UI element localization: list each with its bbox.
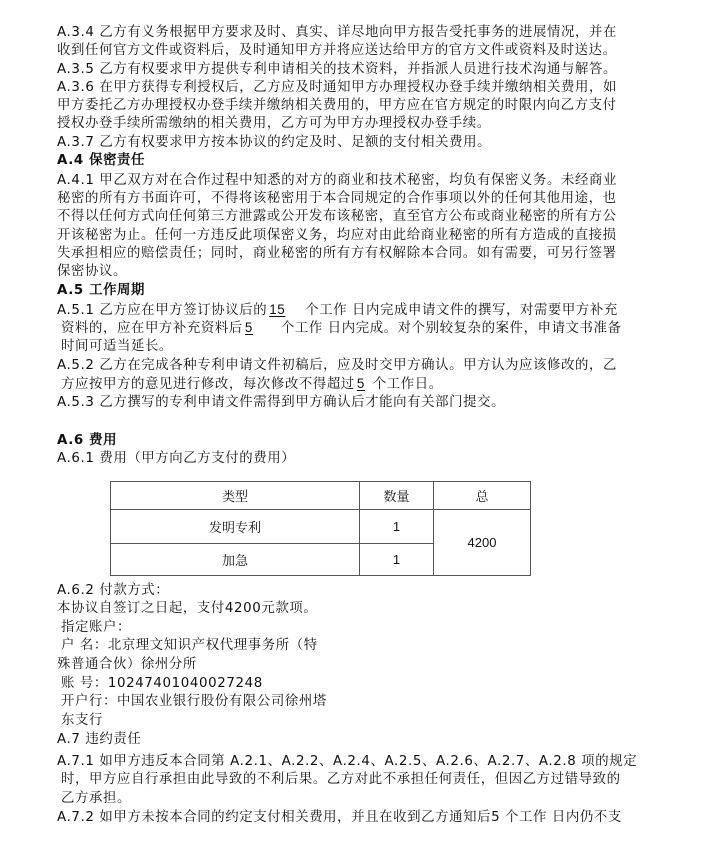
clause-a41-line1: A.4.1 甲乙双方对在合作过程中知悉的对方的商业和技术秘密，均负有保密义务。未经商业: [57, 173, 617, 188]
clause-a51-line3: 时间可适当延长。: [61, 339, 173, 354]
clause-a62-title: A.6.2 付款方式：: [57, 583, 170, 598]
cell-total: 4200: [434, 510, 531, 576]
days-field-15: 15: [269, 302, 286, 317]
clause-a41-line3: 不得以任何方式向任何第三方泄露或公开发布该秘密，直至官方公布或商业秘密的所有方公: [57, 209, 617, 224]
clause-a52-line2: [61, 375, 443, 394]
clause-a51-text: 个工作 日内完成。对个别较复杂的案件，申请文书准备: [280, 321, 622, 336]
header-type: 类型: [111, 482, 360, 510]
account-name-line2: 殊普通合伙）徐州分所: [57, 657, 197, 672]
clause-a53: A.5.3 乙方撰写的专利申请文件需得到甲方确认后才能向有关部门提交。: [57, 395, 506, 410]
account-label: 指定账户：: [61, 620, 131, 635]
clause-a35: A.3.5 乙方有权要求甲方提供专利申请相关的技术资料，并指派人员进行技术沟通与解答。: [57, 62, 617, 77]
clause-a36-line1: A.3.6 在甲方获得专利授权后，乙方应及时通知甲方办理授权办登手续并缴纳相关费用，如: [57, 80, 617, 95]
clause-a41-line4: 开该秘密为止。任何一方违反此项保密义务，均应对由此给商业秘密的所有方造成的直接损: [57, 228, 617, 243]
section-title-a5: A.5 工作周期: [57, 283, 146, 298]
clause-a51-line2: [61, 319, 622, 338]
clause-a71-line3: 乙方承担。: [61, 791, 131, 806]
clause-a62-line1: 本协议自签订之日起，支付4200元款项。: [57, 601, 318, 616]
section-title-a6: A.6 费用: [57, 433, 118, 448]
clause-a41-line6: 保密协议。: [57, 264, 127, 279]
clause-a52-line1: A.5.2 乙方在完成各种专利申请文件初稿后，应及时交甲方确认。甲方认为应该修改的，乙: [57, 358, 617, 373]
section-title-a7: A.7 违约责任: [57, 732, 142, 747]
bank-line2: 东支行: [61, 713, 103, 728]
clause-a51-line1: [57, 301, 618, 320]
cell-quantity: 1: [360, 544, 434, 576]
fee-table: [110, 481, 531, 576]
clause-a51-text: 个工作 日内完成申请文件的撰写，对需要甲方补充: [305, 303, 618, 318]
clause-a34-line2: 收到任何官方文件或资料后，及时通知甲方并将应送达给甲方的官方文件或资料及时送达。: [57, 43, 617, 58]
days-field-5b: 5: [356, 376, 365, 391]
header-quantity: 数量: [360, 482, 434, 510]
clause-a41-line2: 秘密的所有方书面许可，不得将该秘密用于本合同规定的合作事项以外的任何其他用途，也: [57, 191, 617, 206]
bank-line1: 开户行：中国农业银行股份有限公司徐州塔: [61, 694, 327, 709]
cell-type: 加急: [111, 544, 360, 576]
clause-a61: A.6.1 费用（甲方向乙方支付的费用）: [57, 451, 296, 466]
clause-a71-line1: A.7.1 如甲方违反本合同第 A.2.1、A.2.2、A.2.4、A.2.5、A.2.6、A.2.7、A.2.8 项的规定: [57, 754, 638, 769]
account-number: 账 号：10247401040027248: [61, 676, 263, 691]
clause-a36-line3: 授权办登手续所需缴纳的相关费用，乙方可为甲方办理授权办登手续。: [57, 116, 491, 131]
clause-a34-line1: A.3.4 乙方有义务根据甲方要求及时、真实、详尽地向甲方报告受托事务的进展情况，并在: [57, 25, 617, 40]
clause-a52-text: 方应按甲方的意见进行修改，每次修改不得超过: [61, 377, 355, 392]
days-field-5: 5: [244, 320, 253, 335]
clause-a71-line2: 时，甲方应自行承担由此导致的不利后果。乙方对此不承担任何责任，但因乙方过错导致的: [61, 772, 621, 787]
cell-type: 发明专利: [111, 510, 360, 544]
clause-a52-text: 个工作日。: [372, 377, 443, 392]
header-total: 总: [434, 482, 531, 510]
clause-a51-text: A.5.1 乙方应在甲方签订协议后的: [57, 303, 268, 318]
clause-a41-line5: 失承担相应的赔偿责任；同时，商业秘密的所有方有权解除本合同。如有需要，可另行签署: [57, 246, 617, 261]
table-row: [111, 510, 531, 544]
cell-quantity: 1: [360, 510, 434, 544]
account-name-line1: 户 名：北京理文知识产权代理事务所（特: [61, 638, 318, 653]
clause-a72-line1: A.7.2 如甲方未按本合同的约定支付相关费用，并且在收到乙方通知后5 个工作 日内仍不支: [57, 810, 622, 825]
clause-a51-text: 资料的，应在甲方补充资料后: [61, 321, 243, 336]
clause-a36-line2: 甲方委托乙方办理授权办登手续并缴纳相关费用的，甲方应在官方规定的时限内向乙方支付: [57, 98, 617, 113]
section-title-a4: A.4 保密责任: [57, 153, 146, 168]
clause-a37: A.3.7 乙方有权要求甲方按本协议的约定及时、足额的支付相关费用。: [57, 135, 492, 150]
table-header-row: [111, 482, 531, 510]
